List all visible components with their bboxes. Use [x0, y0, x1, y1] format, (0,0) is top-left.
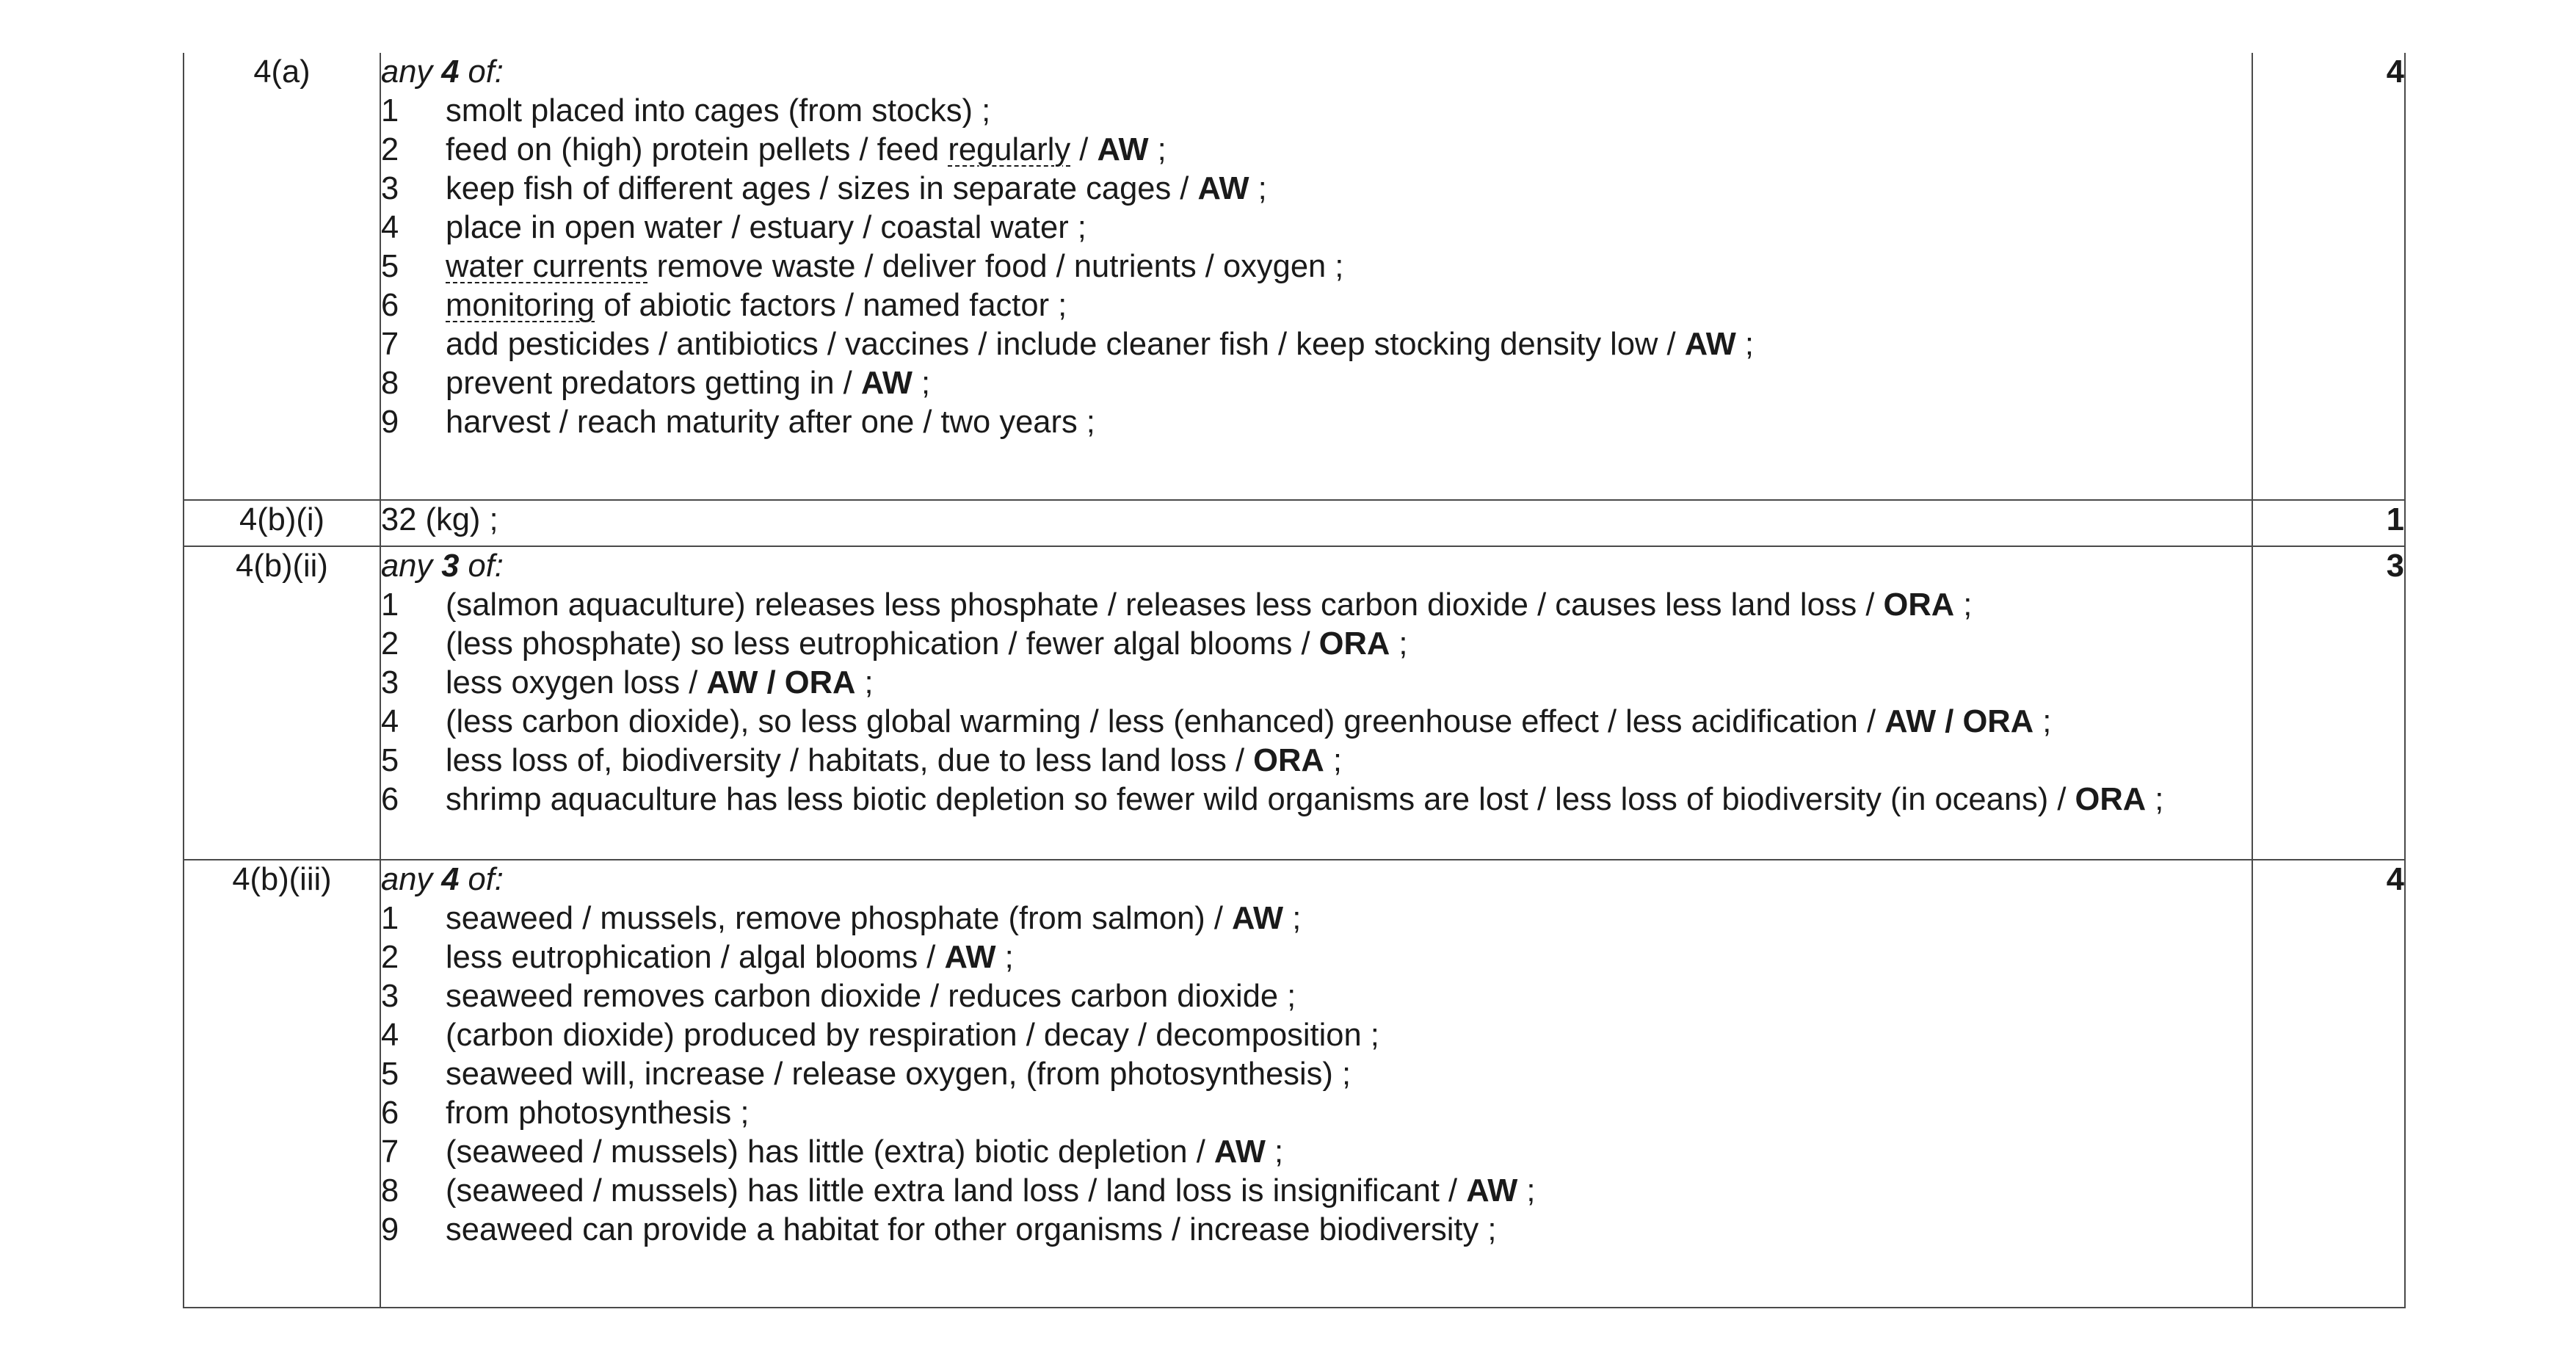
point-number: 5: [381, 249, 399, 284]
point-text: seaweed / mussels, remove phosphate (from salmon) / AW ;: [446, 901, 1302, 937]
answer-intro: any 3 of:: [381, 548, 504, 584]
marking-point: [381, 1016, 2252, 1055]
point-number: 5: [381, 742, 399, 778]
table-row: [184, 860, 2405, 1308]
point-text: from photosynthesis ;: [446, 1095, 750, 1131]
marking-point: [381, 364, 2252, 403]
marking-point: [381, 1172, 2252, 1211]
point-number: 2: [381, 626, 399, 662]
marking-point: [381, 286, 2252, 325]
point-text: shrimp aquaculture has less biotic depletion so fewer wild organisms are lost / less loss of biodiversity (in oceans) / ORA ;: [446, 781, 2164, 817]
point-text: (less phosphate) so less eutrophication / fewer algal blooms / ORA ;: [446, 626, 1408, 662]
marking-point: [381, 938, 2252, 977]
marking-point: [381, 92, 2252, 131]
point-text: feed on (high) protein pellets / feed regularly / AW ;: [446, 132, 1167, 167]
answer-cell: [380, 860, 2252, 1308]
marking-point: [381, 131, 2252, 170]
marking-point: [381, 209, 2252, 247]
marks-value: 4: [2252, 53, 2405, 500]
point-number: 5: [381, 1057, 399, 1092]
point-text: water currents remove waste / deliver food / nutrients / oxygen ;: [446, 249, 1344, 284]
question-number: 4(a): [184, 53, 380, 500]
point-number: 4: [381, 1018, 399, 1054]
marking-point: [381, 403, 2252, 442]
point-number: 2: [381, 940, 399, 976]
point-number: 3: [381, 664, 399, 700]
question-number: 4(b)(iii): [184, 860, 380, 1308]
marking-point: [381, 325, 2252, 364]
point-number: 6: [381, 1095, 399, 1131]
point-number: 8: [381, 1173, 399, 1209]
answer-intro: any 4 of:: [381, 862, 504, 898]
point-text: less loss of, biodiversity / habitats, due to less land loss / ORA ;: [446, 742, 1342, 778]
point-text: seaweed can provide a habitat for other organisms / increase biodiversity ;: [446, 1212, 1497, 1248]
point-number: 7: [381, 327, 399, 362]
answer-cell: [380, 500, 2252, 546]
point-text: monitoring of abiotic factors / named factor ;: [446, 288, 1067, 323]
point-text: add pesticides / antibiotics / vaccines / include cleaner fish / keep stocking density low / AW ;: [446, 327, 1754, 362]
point-text: smolt placed into cages (from stocks) ;: [446, 93, 991, 128]
point-text: (carbon dioxide) produced by respiration / decay / decomposition ;: [446, 1018, 1379, 1054]
question-number: 4(b)(ii): [184, 546, 380, 860]
marking-point: [381, 1133, 2252, 1172]
point-text: prevent predators getting in / AW ;: [446, 366, 931, 401]
point-text: keep fish of different ages / sizes in separate cages / AW ;: [446, 171, 1267, 206]
point-number: 3: [381, 171, 399, 206]
question-number: 4(b)(i): [184, 500, 380, 546]
marking-point: [381, 977, 2252, 1016]
marks-value: 1: [2252, 500, 2405, 546]
point-number: 6: [381, 781, 399, 817]
point-text: place in open water / estuary / coastal water ;: [446, 210, 1086, 245]
point-number: 4: [381, 210, 399, 245]
answer-cell: [380, 53, 2252, 500]
point-number: 1: [381, 901, 399, 937]
marking-points: [381, 92, 2252, 442]
marking-points: [381, 899, 2252, 1250]
marking-point: [381, 170, 2252, 209]
marking-point: [381, 1055, 2252, 1094]
answer-text: 32 (kg) ;: [381, 501, 498, 537]
point-number: 1: [381, 93, 399, 128]
point-text: (less carbon dioxide), so less global warming / less (enhanced) greenhouse effect / less acidification / AW / ORA ;: [446, 703, 2052, 739]
point-number: 9: [381, 1212, 399, 1248]
marking-point: [381, 625, 2252, 664]
point-number: 2: [381, 132, 399, 167]
point-text: (seaweed / mussels) has little extra land loss / land loss is insignificant / AW ;: [446, 1173, 1536, 1209]
marking-point: [381, 247, 2252, 286]
marking-point: [381, 1211, 2252, 1250]
marks-value: 4: [2252, 860, 2405, 1308]
point-text: (salmon aquaculture) releases less phosphate / releases less carbon dioxide / causes less land loss / ORA ;: [446, 587, 1973, 623]
point-number: 9: [381, 405, 399, 440]
marking-point: [381, 780, 2252, 819]
marking-point: [381, 703, 2252, 742]
point-number: 3: [381, 979, 399, 1015]
table-row: [184, 546, 2405, 860]
point-text: seaweed removes carbon dioxide / reduces carbon dioxide ;: [446, 979, 1296, 1015]
answer-intro: any 4 of:: [381, 54, 504, 90]
table-row: [184, 500, 2405, 546]
point-text: seaweed will, increase / release oxygen, (from photosynthesis) ;: [446, 1057, 1352, 1092]
marking-point: [381, 1094, 2252, 1133]
point-number: 1: [381, 587, 399, 623]
point-number: 8: [381, 366, 399, 401]
marking-point: [381, 664, 2252, 703]
point-number: 6: [381, 288, 399, 323]
point-text: less oxygen loss / AW / ORA ;: [446, 664, 874, 700]
marking-point: [381, 586, 2252, 625]
answer-cell: [380, 546, 2252, 860]
marking-point: [381, 899, 2252, 938]
table-row: [184, 53, 2405, 500]
point-text: (seaweed / mussels) has little (extra) biotic depletion / AW ;: [446, 1134, 1284, 1170]
marking-points: [381, 586, 2252, 819]
point-text: less eutrophication / algal blooms / AW ;: [446, 940, 1014, 976]
marking-point: [381, 742, 2252, 780]
mark-scheme-table: [183, 53, 2406, 1308]
point-text: harvest / reach maturity after one / two years ;: [446, 405, 1095, 440]
marks-value: 3: [2252, 546, 2405, 860]
point-number: 4: [381, 703, 399, 739]
point-number: 7: [381, 1134, 399, 1170]
